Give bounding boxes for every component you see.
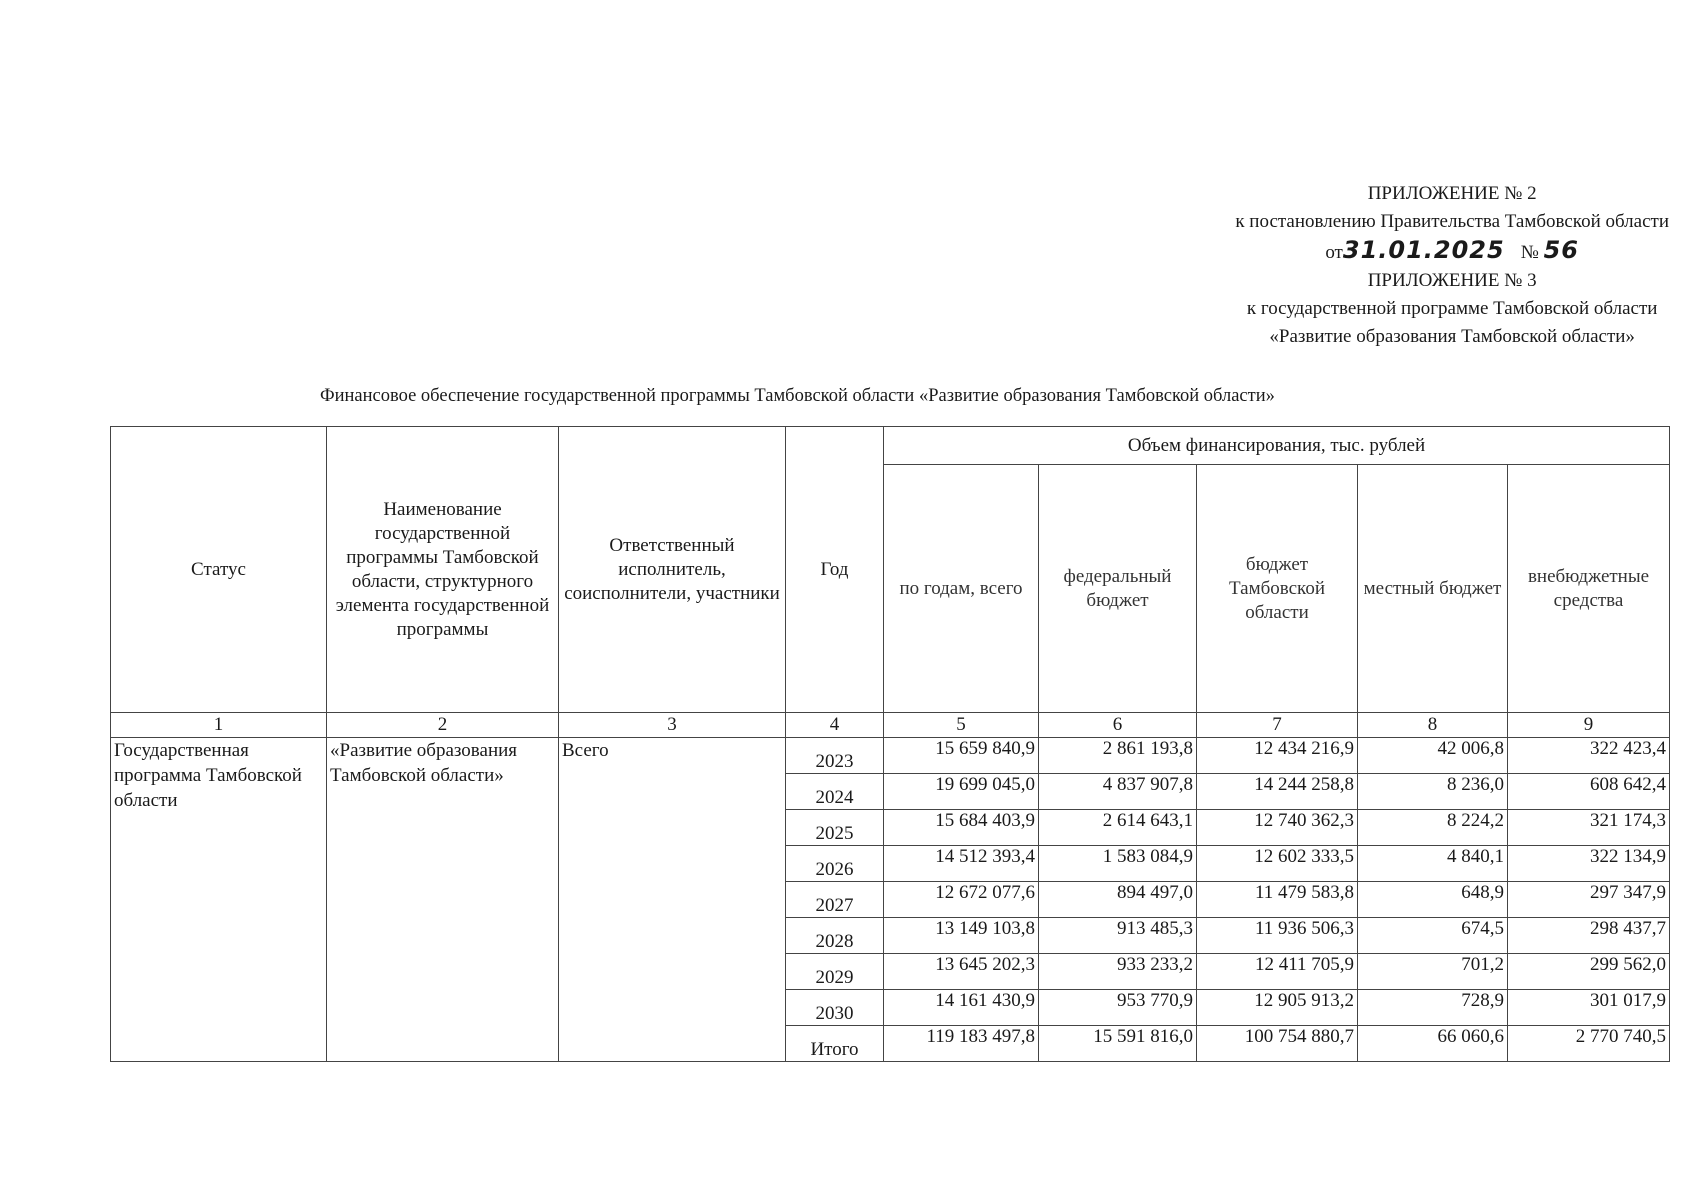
extrabudget-cell: 321 174,3 [1508,810,1670,846]
column-number: 7 [1197,713,1358,738]
regional-cell: 11 936 506,3 [1197,918,1358,954]
federal-cell: 15 591 816,0 [1039,1026,1197,1062]
column-number: 2 [327,713,559,738]
total-cell: 15 659 840,9 [884,738,1039,774]
local-cell: 42 006,8 [1358,738,1508,774]
extrabudget-cell: 608 642,4 [1508,774,1670,810]
date-prefix: от [1325,242,1343,263]
local-cell: 4 840,1 [1358,846,1508,882]
extrabudget-cell: 2 770 740,5 [1508,1026,1670,1062]
federal-cell: 894 497,0 [1039,882,1197,918]
local-cell: 66 060,6 [1358,1026,1508,1062]
column-number: 3 [559,713,786,738]
status-cell: Государственная программа Тамбовской области [111,738,327,1062]
column-number: 6 [1039,713,1197,738]
approval-header [1235,180,1669,351]
local-cell: 8 236,0 [1358,774,1508,810]
header-local-budget: местный бюджет [1358,465,1508,713]
year-cell: 2023 [786,738,884,774]
extrabudget-cell: 298 437,7 [1508,918,1670,954]
year-cell: 2024 [786,774,884,810]
column-number-row [111,713,1670,738]
total-cell: 13 645 202,3 [884,954,1039,990]
local-cell: 728,9 [1358,990,1508,1026]
year-cell: 2028 [786,918,884,954]
handwritten-number: 56 [1543,236,1579,264]
extrabudget-cell: 322 423,4 [1508,738,1670,774]
document-title: Финансовое обеспечение государственной программы Тамбовской области «Развитие образования Тамбовской области» [320,386,1275,406]
column-number: 9 [1508,713,1670,738]
year-cell: 2026 [786,846,884,882]
column-number: 5 [884,713,1039,738]
total-cell: 14 512 393,4 [884,846,1039,882]
regional-cell: 12 740 362,3 [1197,810,1358,846]
regional-cell: 100 754 880,7 [1197,1026,1358,1062]
year-cell: 2029 [786,954,884,990]
header-total-by-year: по годам, всего [884,465,1039,713]
table-row [111,738,1670,774]
column-number: 1 [111,713,327,738]
program-reference: к государственной программе Тамбовской области [1246,298,1658,319]
year-cell: 2030 [786,990,884,1026]
total-cell: 19 699 045,0 [884,774,1039,810]
total-cell: 14 161 430,9 [884,990,1039,1026]
extrabudget-cell: 322 134,9 [1508,846,1670,882]
program-name-header: «Развитие образования Тамбовской области» [1269,326,1635,347]
total-cell: 12 672 077,6 [884,882,1039,918]
appendix-3-label: ПРИЛОЖЕНИЕ № 3 [1367,270,1537,291]
local-cell: 674,5 [1358,918,1508,954]
local-cell: 701,2 [1358,954,1508,990]
local-cell: 648,9 [1358,882,1508,918]
extrabudget-cell: 301 017,9 [1508,990,1670,1026]
regional-cell: 14 244 258,8 [1197,774,1358,810]
header-responsible: Ответственный исполнитель, соисполнители, участники [559,427,786,713]
responsible-cell: Всего [559,738,786,1062]
local-cell: 8 224,2 [1358,810,1508,846]
federal-cell: 933 233,2 [1039,954,1197,990]
federal-cell: 953 770,9 [1039,990,1197,1026]
header-year: Год [786,427,884,713]
financing-table [110,426,1670,1062]
header-regional-budget: бюджет Тамбовской области [1197,465,1358,713]
year-cell: 2027 [786,882,884,918]
header-funding-group: Объем финансирования, тыс. рублей [884,427,1670,465]
extrabudget-cell: 299 562,0 [1508,954,1670,990]
header-program-name: Наименование государственной программы Тамбовской области, структурного элемента государственной программы [327,427,559,713]
handwritten-date: 31.01.2025 [1342,236,1505,264]
program-name-cell: «Развитие образования Тамбовской области» [327,738,559,1062]
federal-cell: 2 861 193,8 [1039,738,1197,774]
regional-cell: 12 411 705,9 [1197,954,1358,990]
header-extrabudget: внебюджетные средства [1508,465,1670,713]
federal-cell: 913 485,3 [1039,918,1197,954]
federal-cell: 4 837 907,8 [1039,774,1197,810]
regional-cell: 12 434 216,9 [1197,738,1358,774]
regional-cell: 12 905 913,2 [1197,990,1358,1026]
column-number: 8 [1358,713,1508,738]
header-status: Статус [111,427,327,713]
federal-cell: 1 583 084,9 [1039,846,1197,882]
year-cell: 2025 [786,810,884,846]
resolution-reference: к постановлению Правительства Тамбовской области [1235,211,1669,232]
year-cell-total: Итого [786,1026,884,1062]
column-number: 4 [786,713,884,738]
regional-cell: 11 479 583,8 [1197,882,1358,918]
resolution-date-line [1235,236,1669,267]
total-cell: 119 183 497,8 [884,1026,1039,1062]
appendix-2-label: ПРИЛОЖЕНИЕ № 2 [1367,183,1537,204]
federal-cell: 2 614 643,1 [1039,810,1197,846]
total-cell: 13 149 103,8 [884,918,1039,954]
total-cell: 15 684 403,9 [884,810,1039,846]
header-federal-budget: федеральный бюджет [1039,465,1197,713]
number-prefix: № [1520,242,1539,263]
regional-cell: 12 602 333,5 [1197,846,1358,882]
extrabudget-cell: 297 347,9 [1508,882,1670,918]
